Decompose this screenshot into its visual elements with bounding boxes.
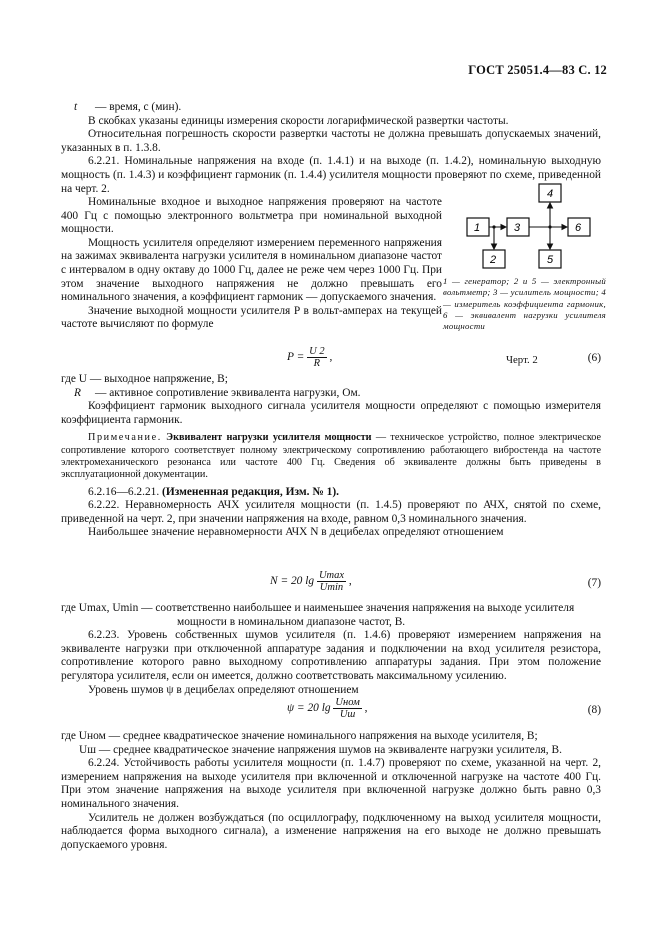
- s6216-bold: (Измененная редакция, Изм. № 1).: [162, 485, 339, 498]
- page-header: ГОСТ 25051.4—83 С. 12: [468, 63, 607, 77]
- formula-8: [287, 697, 367, 720]
- intro-p2: Относительная погрешность скорости развертки частоты не должна превышать допускаемых значений, указанных в п. 1.3.8.: [61, 128, 601, 154]
- node-b: [548, 225, 551, 228]
- formula-6: [287, 346, 332, 369]
- formula-6-lhs: P =: [287, 351, 305, 364]
- formula-8-den: Uш: [339, 709, 356, 720]
- block-label-6: 6: [575, 222, 582, 234]
- side-text: [61, 196, 442, 332]
- formula-7-den: Umin: [319, 582, 344, 593]
- formula-8-tail: ,: [364, 702, 368, 715]
- formula-7-lhs: N = 20 lg: [270, 575, 315, 588]
- block-label-1: 1: [474, 222, 481, 234]
- formula-8-number: (8): [587, 704, 601, 716]
- formula-6-tail: ,: [329, 351, 333, 364]
- formula-7-number: (7): [587, 577, 601, 589]
- t-symbol: t: [74, 101, 78, 113]
- where-8-line2: Uш — среднее квадратическое значение напряжения шумов на эквиваленте нагрузки усилителя, В.: [79, 743, 562, 756]
- note-text: — техническое устройство, полное электрическое сопротивление которого соответствует полному электрическому сопротивлению работающего вибростенда на частоте электромеханического резонанса или частоте 400 Гц. Сведения об эквиваленте должны быть приведены в эксплуатационной документации.: [61, 432, 601, 481]
- s6216-text: 6.2.16—6.2.21.: [88, 485, 163, 498]
- formula-6-den: R: [313, 358, 321, 369]
- section-6-2-16: [61, 486, 601, 500]
- lower-block: [61, 373, 601, 540]
- block-label-5: 5: [547, 254, 554, 266]
- t-definition: [61, 101, 601, 115]
- where-6-r-def: — активное сопротивление эквивалента нагрузки, Ом.: [95, 386, 361, 399]
- t-def: — время, с (мин).: [95, 101, 182, 113]
- figure-caption: 1 — генератор; 2 и 5 — электронный вольтметр; 3 — усилитель мощности; 4 — измеритель коэффициента гармоник, 6 — эквивалент нагрузки усилителя мощности: [443, 276, 606, 332]
- section-24-block: [61, 730, 601, 852]
- side-p3: Значение выходной мощности усилителя P в вольт-амперах на текущей частоте вычисляют по формуле: [61, 304, 442, 331]
- formula-8-num: Uном: [335, 697, 360, 708]
- section-23-block: [61, 602, 601, 697]
- block-label-2: 2: [490, 254, 497, 266]
- formula-7-fraction: [317, 570, 346, 593]
- section-6-2-22b: Наибольшее значение неравномерности АЧХ N в децибелах определяют отношением: [88, 526, 504, 539]
- section-6-2-24: 6.2.24. Устойчивость работы усилителя мощности (п. 1.4.7) проверяют по схеме, указанной на черт. 2, измерением напряжения на выходе усилителя при включенной и отключенной нагрузке на частоте 400 Гц. При этом значение напряжения на выходе усилителя при включенной нагрузке должно быть равно 0,3 номинального значения.: [61, 757, 601, 810]
- formula-7-tail: ,: [348, 575, 352, 588]
- note-title: Примечание.: [88, 432, 162, 444]
- where-6-u: где U — выходное напряжение, В;: [61, 373, 228, 385]
- figure-label: Черт. 2: [506, 354, 538, 366]
- section-6-2-24b: Усилитель не должен возбуждаться (по осциллографу, подключенному на выход усилителя мощности, наблюдается форма выходного сигнала), а изменение напряжения на его выходе не должно превышать допускаемого уровня.: [61, 811, 601, 851]
- side-p1: Номинальные входное и выходное напряжения проверяют на частоте 400 Гц с помощью электронного вольтметра при номинальной выходной мощности.: [61, 196, 442, 236]
- formula-6-number: (6): [587, 352, 601, 364]
- intro-p1: В скобках указаны единицы измерения скорости логарифмической развертки частоты.: [88, 114, 509, 127]
- block-label-3: 3: [514, 222, 521, 234]
- block-diagram: [455, 180, 605, 272]
- block-label-4: 4: [547, 188, 554, 200]
- section-6-2-22: 6.2.22. Неравномерность АЧХ усилителя мощности (п. 1.4.5) проверяют по АЧХ, снятой по схеме, приведенной на черт. 2, при значении напряжения на входе, равном 0,3 номинального значения.: [61, 499, 601, 525]
- note-bold: Эквивалент нагрузки усилителя мощности: [166, 432, 372, 444]
- formula-8-fraction: [333, 697, 361, 720]
- formula-6-num: U 2: [309, 346, 325, 357]
- note: [61, 432, 601, 481]
- formula-7-num: Umax: [318, 570, 345, 581]
- harmonic-paragraph: Коэффициент гармоник выходного сигнала усилителя мощности определяют с помощью измерителя коэффициента гармоник.: [61, 400, 601, 426]
- where-8-line1: где Uном — среднее квадратическое значение номинального напряжения на выходе усилителя, В;: [61, 730, 538, 742]
- section-6-2-23b: Уровень шумов ψ в децибелах определяют отношением: [88, 683, 359, 696]
- where-6-r-sym: R: [74, 386, 81, 399]
- where-6-r: [61, 387, 601, 401]
- formula-6-fraction: [307, 346, 326, 369]
- formula-8-lhs: ψ = 20 lg: [287, 702, 331, 715]
- where-7-line1: где Umax, Umin — соответственно наибольшее и наименьшее значения напряжения на выходе усилителя: [61, 602, 575, 614]
- node-a: [492, 225, 495, 228]
- formula-7: [270, 570, 352, 593]
- section-6-2-21: 6.2.21. Номинальные напряжения на входе (п. 1.4.1) и на выходе (п. 1.4.2), номинальную выходную мощность (п. 1.4.3) и коэффициент гармоник (п. 1.4.4) усилителя мощности проверяют по схеме, приведенной на черт. 2.: [61, 155, 601, 195]
- where-7-line2: мощности в номинальном диапазоне частот, В.: [177, 615, 406, 628]
- side-p2: Мощность усилителя определяют измерением переменного напряжения на зажимах эквивалента нагрузки усилителя в номинальном диапазоне частот с интервалом в одну октаву до 1000 Гц, далее не реже чем через 1000 Гц. При этом значение выходного напряжения не должно превышать его номинального значения, а коэффициент гармоник — допускаемого значения.: [61, 236, 442, 304]
- section-6-2-23: 6.2.23. Уровень собственных шумов усилителя (п. 1.4.6) проверяют измерением напряжения на эквиваленте нагрузки при отключенной аппаратуре задания и подключении на вход усилителя резистора, сопротивление которого равно выходному сопротивлению аппаратуры задания. При этом положение регулятора усилителя, если он имеется, должно соответствовать максимальному усилению.: [61, 629, 601, 682]
